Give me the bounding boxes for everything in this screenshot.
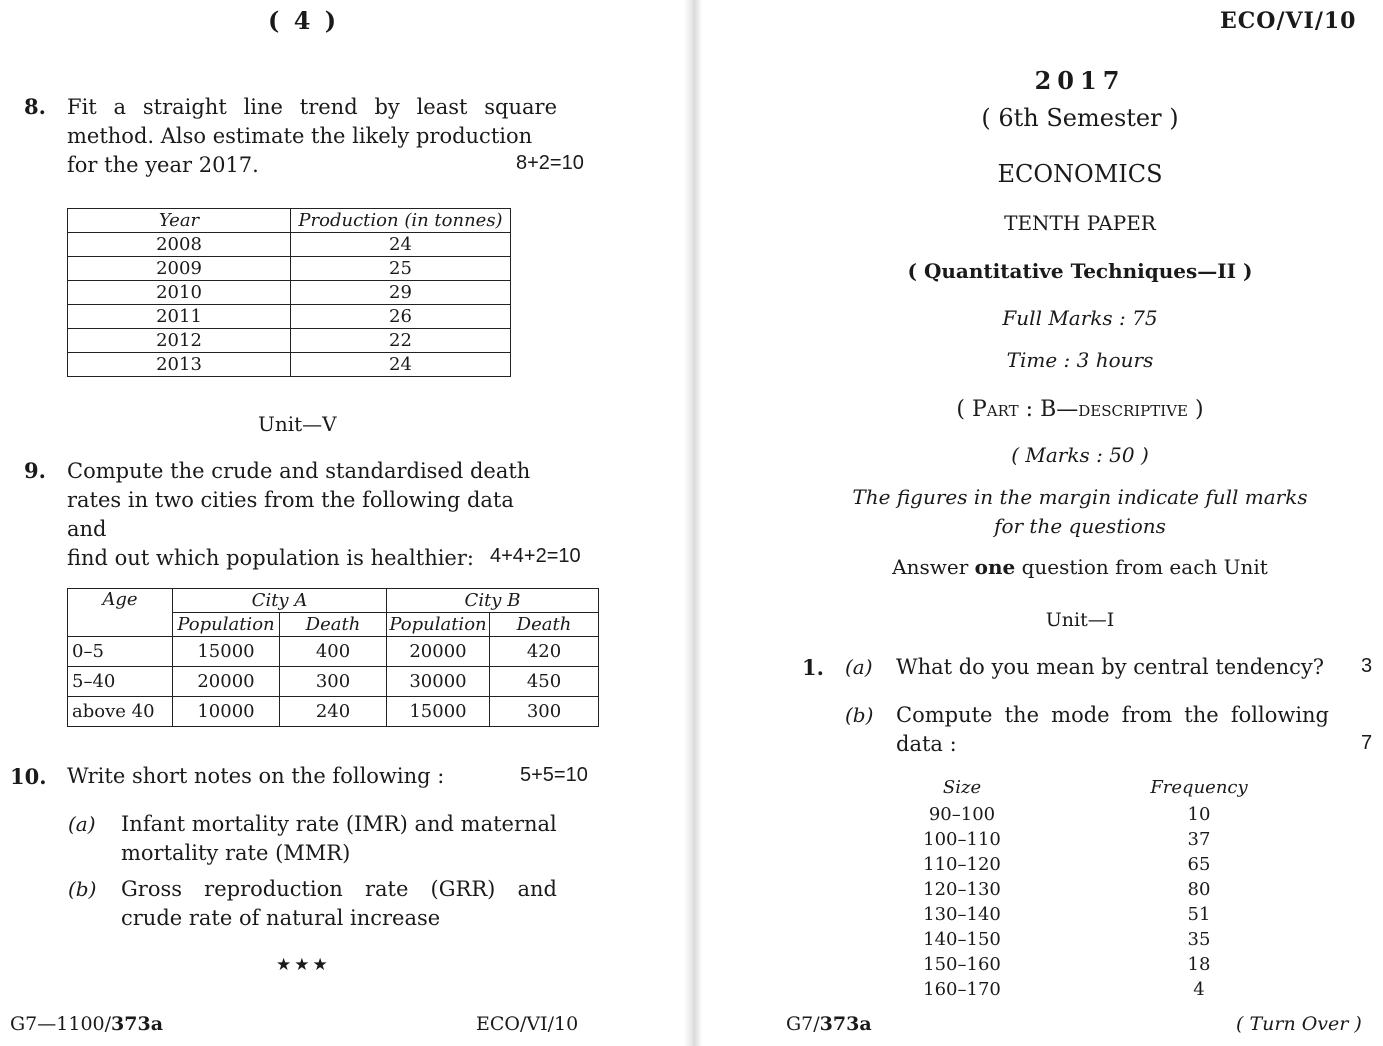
part-marks: ( Marks : 50 ) [1011, 443, 1149, 467]
end-stars: ★★★ [276, 955, 331, 975]
table-header: City A [173, 589, 387, 613]
table-cell: 18 [1187, 954, 1211, 975]
table-cell: 20000 [387, 637, 490, 667]
marks-label: 4+4+2=10 [490, 545, 581, 567]
table-row [68, 305, 511, 329]
table-cell: 15000 [387, 697, 490, 727]
footer-code-number: 373a [819, 1013, 872, 1035]
table-cell: 100–110 [923, 829, 1001, 850]
table-cell: 2009 [68, 257, 291, 281]
paper-title: ( Quantitative Techniques—II ) [907, 259, 1253, 283]
full-marks: Full Marks : 75 [1002, 306, 1158, 330]
table-row [68, 281, 511, 305]
table-cell: 2013 [68, 353, 291, 377]
page-gutter [684, 0, 702, 1046]
question-8-text [67, 93, 557, 180]
sub-question-b [896, 701, 1329, 759]
table-cell: above 40 [68, 697, 173, 727]
sub-label-b: (b) [845, 703, 874, 727]
text-line: for the year 2017. [67, 153, 259, 177]
table-cell: 24 [291, 233, 511, 257]
text-line: The figures in the margin indicate full marks [852, 485, 1308, 509]
table-cell: 29 [291, 281, 511, 305]
table-cell: 300 [490, 697, 599, 727]
text-line: Gross reproduction rate (GRR) and [121, 877, 557, 901]
table-header: Size [942, 777, 982, 798]
turn-over-label: ( Turn Over ) [1236, 1013, 1362, 1035]
question-10-text: Write short notes on the following : [67, 764, 445, 788]
table-row [68, 697, 599, 727]
question-number-1: 1. [802, 655, 824, 680]
sub-question-a: What do you mean by central tendency? [896, 655, 1325, 679]
footer-code-prefix: G7/ [786, 1013, 820, 1035]
text-line: mortality rate (MMR) [121, 841, 351, 865]
table-cell: 2012 [68, 329, 291, 353]
table-row [68, 637, 599, 667]
table-cell: 37 [1187, 829, 1211, 850]
footer-paper-code: ECO/VI/10 [476, 1013, 579, 1035]
table-cell: 160–170 [923, 979, 1001, 1000]
marks-label: 7 [1361, 732, 1373, 754]
sub-label-a: (a) [845, 655, 873, 679]
table-header: Production (in tonnes) [291, 209, 511, 233]
table-cell: 10 [1187, 804, 1211, 825]
unit-heading: Unit—V [258, 412, 337, 436]
footer-code-prefix: G7—1100/ [10, 1013, 112, 1035]
table-cell: 300 [280, 667, 387, 697]
text-line: Fit a straight line trend by least square [67, 95, 557, 119]
table-row [68, 233, 511, 257]
table-cell: 30000 [387, 667, 490, 697]
sub-label-b: (b) [68, 877, 97, 901]
table-row [68, 329, 511, 353]
text-line: Infant mortality rate (IMR) and maternal [121, 812, 557, 836]
table-cell: 20000 [173, 667, 280, 697]
footer-code-number: 373a [111, 1013, 164, 1035]
table-header: City B [387, 589, 599, 613]
answer-text-pre: Answer [892, 555, 975, 579]
sub-label-a: (a) [68, 812, 96, 836]
table-cell: 15000 [173, 637, 280, 667]
table-cell: 0–5 [68, 637, 173, 667]
table-header: Age [68, 589, 173, 637]
part-heading: ( Part : B—descriptive ) [956, 397, 1204, 422]
time-allowed: Time : 3 hours [1006, 348, 1154, 372]
table-row [68, 667, 599, 697]
question-number-8: 8. [24, 94, 46, 119]
text-line: data : [896, 732, 957, 756]
table-cell: 2011 [68, 305, 291, 329]
text-line: rates in two cities from the following data and [67, 488, 514, 541]
table-cell: 450 [490, 667, 599, 697]
text-line: for the questions [994, 514, 1166, 538]
question-number-10: 10. [10, 764, 47, 789]
table-header: Population [387, 613, 490, 637]
instructions [820, 483, 1340, 541]
semester: ( 6th Semester ) [981, 104, 1179, 132]
table-cell: 150–160 [923, 954, 1001, 975]
table-cell: 110–120 [923, 854, 1001, 875]
footer-code [10, 1013, 163, 1035]
exam-year: 2017 [1034, 66, 1126, 95]
answer-text-post: question from each Unit [1015, 555, 1268, 579]
table-header: Year [68, 209, 291, 233]
unit-heading: Unit—I [1045, 609, 1115, 631]
question-number-9: 9. [24, 458, 46, 483]
paper-number: TENTH PAPER [1004, 211, 1156, 235]
frequency-column [1130, 802, 1268, 1002]
header-code: ECO/VI/10 [1220, 8, 1357, 34]
table-cell: 2008 [68, 233, 291, 257]
answer-instruction [830, 555, 1330, 579]
table-cell: 51 [1187, 904, 1211, 925]
sub-question-a [121, 810, 557, 868]
table-cell: 25 [291, 257, 511, 281]
table-cell: 140–150 [923, 929, 1001, 950]
production-table [67, 208, 511, 377]
table-cell: 35 [1187, 929, 1211, 950]
marks-label: 8+2=10 [516, 152, 584, 174]
text-line: crude rate of natural increase [121, 906, 441, 930]
size-column [900, 802, 1024, 1002]
subject-title: ECONOMICS [997, 160, 1163, 188]
table-cell: 26 [291, 305, 511, 329]
table-cell: 10000 [173, 697, 280, 727]
text-line: Compute the mode from the following [896, 703, 1329, 727]
answer-text-bold: one [974, 555, 1016, 579]
table-cell: 130–140 [923, 904, 1001, 925]
table-cell: 240 [280, 697, 387, 727]
text-line: find out which population is healthier: [67, 546, 474, 570]
table-header: Death [280, 613, 387, 637]
table-header: Frequency [1150, 777, 1248, 798]
sub-question-b [121, 875, 557, 933]
table-cell: 4 [1193, 979, 1205, 1000]
question-9-text [67, 457, 557, 573]
death-rate-table [67, 588, 599, 727]
table-cell: 2010 [68, 281, 291, 305]
table-cell: 90–100 [928, 804, 996, 825]
page-number: ( 4 ) [268, 6, 340, 35]
table-cell: 65 [1187, 854, 1211, 875]
marks-label: 5+5=10 [520, 764, 588, 786]
table-cell: 80 [1187, 879, 1211, 900]
table-header: Death [490, 613, 599, 637]
table-cell: 5–40 [68, 667, 173, 697]
table-cell: 400 [280, 637, 387, 667]
text-line: method. Also estimate the likely production [67, 124, 533, 148]
table-cell: 22 [291, 329, 511, 353]
table-cell: 120–130 [923, 879, 1001, 900]
table-cell: 24 [291, 353, 511, 377]
footer-code [786, 1013, 872, 1035]
table-cell: 420 [490, 637, 599, 667]
text-line: Compute the crude and standardised death [67, 459, 531, 483]
table-row [68, 257, 511, 281]
table-row [68, 353, 511, 377]
table-header: Population [173, 613, 280, 637]
marks-label: 3 [1361, 655, 1373, 677]
